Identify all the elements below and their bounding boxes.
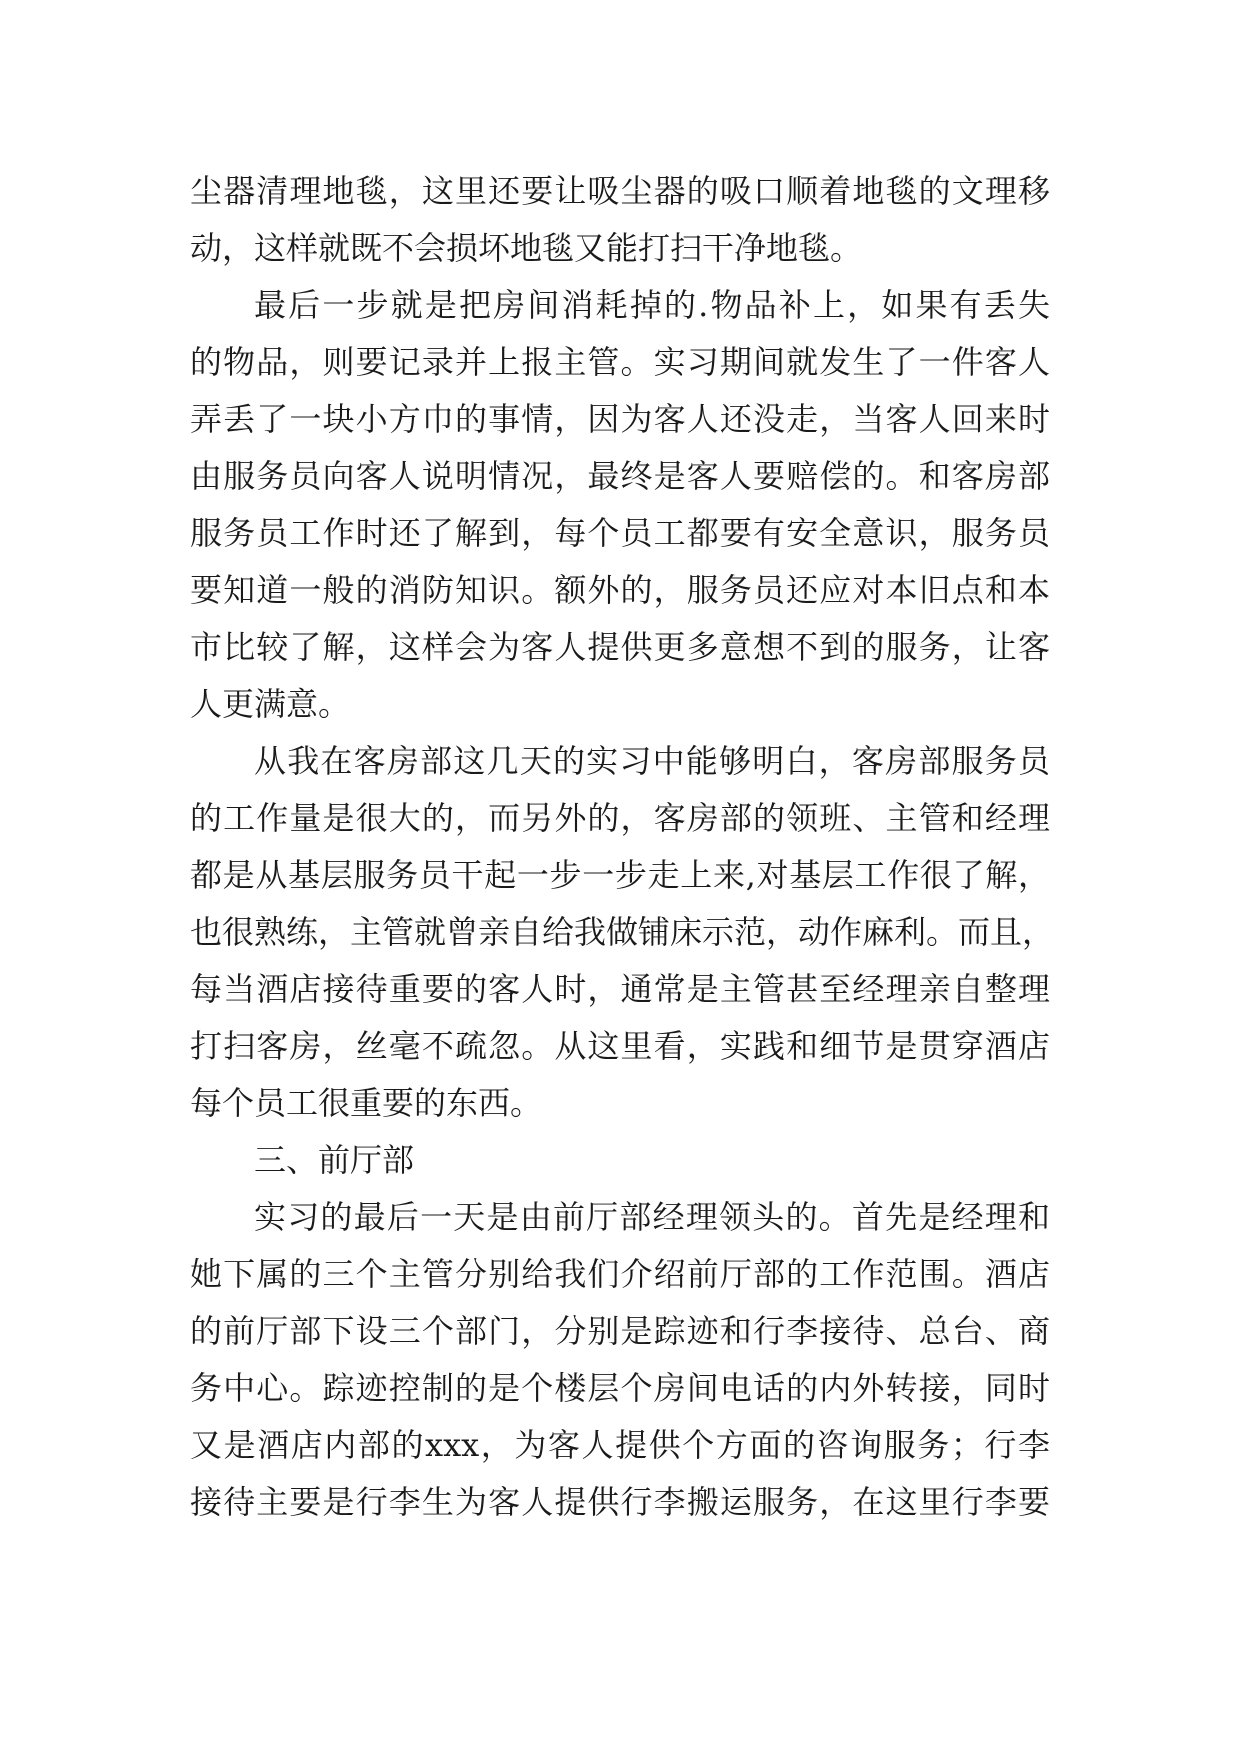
text-line: 都是从基层服务员干起一步一步走上来,对基层工作很了解， bbox=[190, 856, 1050, 894]
text-line: 的物品，则要记录并上报主管。实习期间就发生了一件客人 bbox=[190, 343, 1050, 381]
text-line: 接待主要是行李生为客人提供行李搬运服务，在这里行李要 bbox=[190, 1483, 1050, 1521]
text-line: 尘器清理地毯，这里还要让吸尘器的吸口顺着地毯的文理移 bbox=[190, 172, 1050, 210]
text-line: 她下属的三个主管分别给我们介绍前厅部的工作范围。酒店 bbox=[190, 1255, 1050, 1293]
section-heading: 三、前厅部 bbox=[254, 1141, 415, 1179]
text-line: 人更满意。 bbox=[190, 685, 351, 723]
text-line: 的前厅部下设三个部门，分别是踪迹和行李接待、总台、商 bbox=[190, 1312, 1050, 1350]
text-line: 每当酒店接待重要的客人时，通常是主管甚至经理亲自整理 bbox=[190, 970, 1050, 1008]
text-line: 弄丢了一块小方巾的事情，因为客人还没走，当客人回来时 bbox=[190, 400, 1050, 438]
paragraph-first-line: 实习的最后一天是由前厅部经理领头的。首先是经理和 bbox=[254, 1198, 1050, 1236]
text-line: 每个员工很重要的东西。 bbox=[190, 1084, 543, 1122]
text-line: 要知道一般的消防知识。额外的，服务员还应对本旧点和本 bbox=[190, 571, 1050, 609]
body-text bbox=[190, 163, 1055, 1531]
text-line: 动，这样就既不会损坏地毯又能打扫干净地毯。 bbox=[190, 229, 863, 267]
text-line: 服务员工作时还了解到，每个员工都要有安全意识，服务员 bbox=[190, 514, 1050, 552]
text-line: 由服务员向客人说明情况，最终是客人要赔偿的。和客房部 bbox=[190, 457, 1050, 495]
text-line: 又是酒店内部的xxx，为客人提供个方面的咨询服务；行李 bbox=[190, 1426, 1050, 1464]
text-line: 也很熟练，主管就曾亲自给我做铺床示范，动作麻利。而且， bbox=[190, 913, 1055, 951]
text-line: 务中心。踪迹控制的是个楼层个房间电话的内外转接，同时 bbox=[190, 1369, 1050, 1407]
paragraph-first-line: 从我在客房部这几天的实习中能够明白，客房部服务员 bbox=[254, 742, 1050, 780]
text-line: 的工作量是很大的，而另外的，客房部的领班、主管和经理 bbox=[190, 799, 1050, 837]
text-line: 市比较了解，这样会为客人提供更多意想不到的服务，让客 bbox=[190, 628, 1050, 666]
paragraph-first-line: 最后一步就是把房间消耗掉的.物品补上，如果有丢失 bbox=[254, 286, 1050, 324]
text-line: 打扫客房，丝毫不疏忽。从这里看，实践和细节是贯穿酒店 bbox=[190, 1027, 1050, 1065]
